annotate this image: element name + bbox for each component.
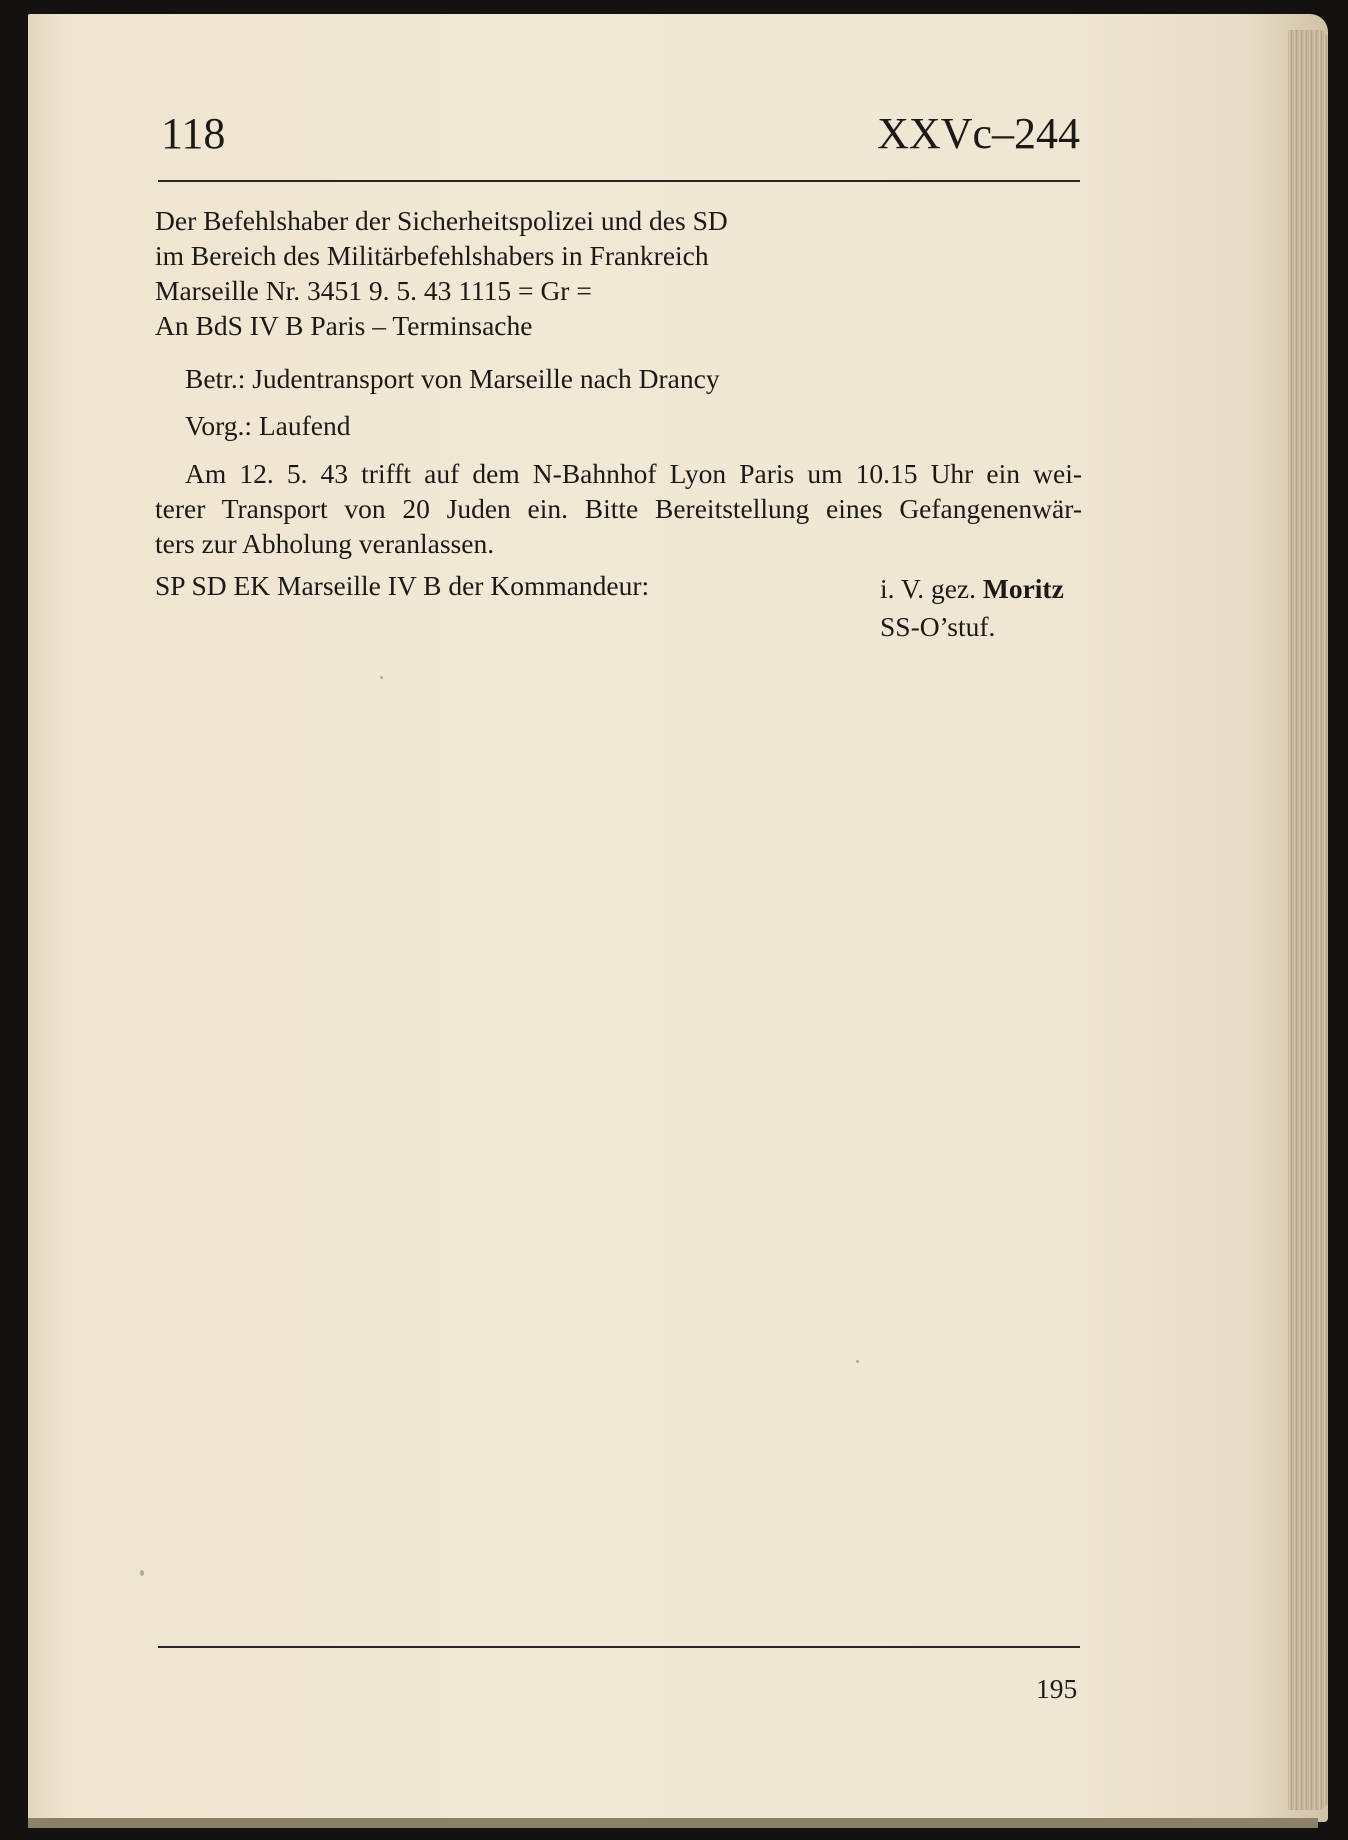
letterhead-line: Der Befehlshaber der Sicherheitspolizei und des SD [155, 205, 728, 236]
signature-block [880, 570, 1064, 646]
document-number: 118 [161, 109, 226, 158]
letterhead-line: im Bereich des Militärbefehlshabers in Frankreich [155, 240, 709, 271]
paper-speck [856, 1360, 859, 1363]
header-rule [158, 180, 1080, 182]
footer-rule [158, 1646, 1080, 1648]
signatory-rank: SS-O’stuf. [880, 611, 996, 642]
body-line: ters zur Abholung veranlassen. [155, 528, 495, 559]
sender-line: SP SD EK Marseille IV B der Kommandeur: [155, 570, 650, 601]
page-edges [1288, 30, 1328, 1810]
body-line: terer Transport von 20 Juden ein. Bitte Bereitstellung eines Gefangenenwär- [155, 493, 1082, 524]
page-number: 195 [1036, 1673, 1078, 1704]
subject-line: Betr.: Judentransport von Marseille nach Drancy [185, 363, 720, 394]
letterhead-line: An BdS IV B Paris – Terminsache [155, 310, 533, 341]
message-body [155, 456, 1082, 561]
document-reference: XXVc–244 [877, 109, 1080, 158]
paper-speck [380, 676, 383, 679]
page-bottom-shadow [28, 1818, 1318, 1828]
paper-speck [140, 1570, 144, 1576]
signatory-name: Moritz [982, 573, 1064, 604]
reference-line: Vorg.: Laufend [185, 410, 351, 441]
body-line: Am 12. 5. 43 trifft auf dem N-Bahnhof Lyon Paris um 10.15 Uhr ein wei- [185, 458, 1082, 489]
signature-name-line [880, 570, 1064, 608]
letterhead-line: Marseille Nr. 3451 9. 5. 43 1115 = Gr = [155, 275, 592, 306]
letterhead [155, 203, 728, 343]
signature-prefix: i. V. gez. [880, 573, 976, 604]
